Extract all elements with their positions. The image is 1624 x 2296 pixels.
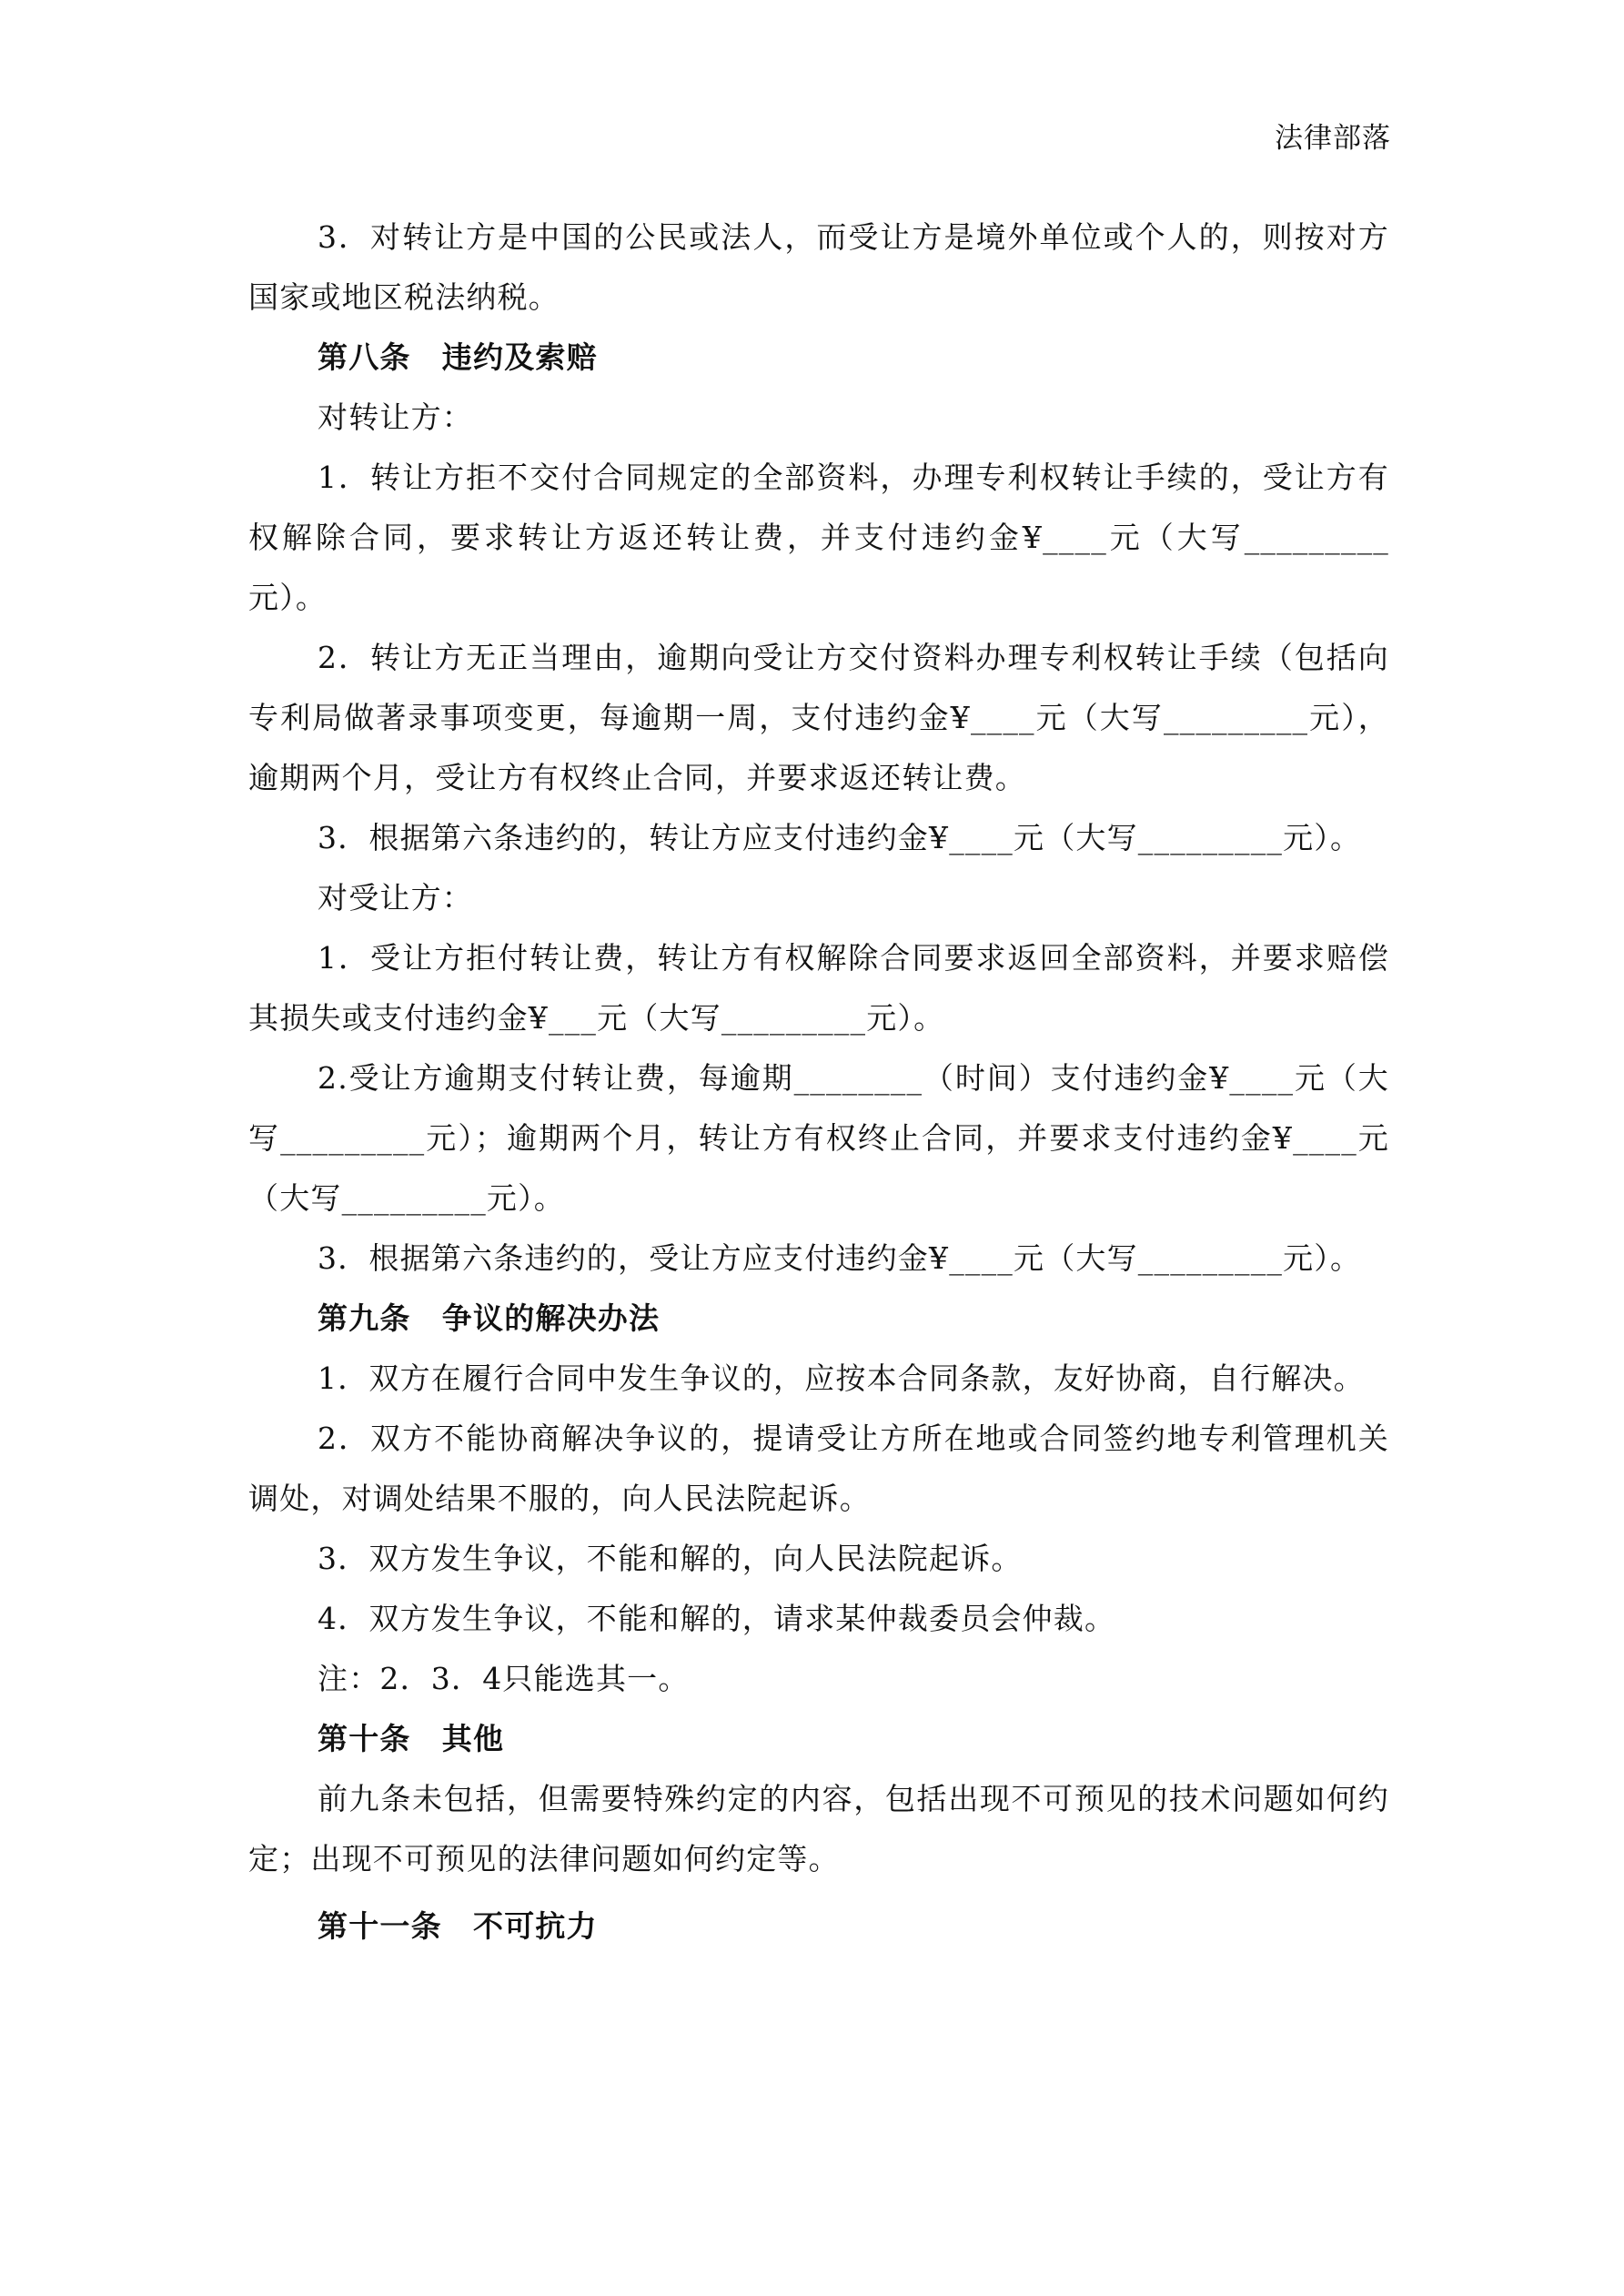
paragraph-for-transferee: 对受让方：: [318, 880, 473, 915]
paragraph-transferor-3: 3．根据第六条违约的，转让方应支付违约金¥____元（大写_________元）。: [318, 820, 1362, 855]
article-11-heading: 第十一条 不可抗力: [318, 1908, 598, 1944]
paragraph-transferor-1: 1．转让方拒不交付合同规定的全部资料，办理专利权转让手续的，受让方有权解除合同，要求转让方返还转让费，并支付违约金¥____元（大写_________元）。: [248, 460, 1389, 615]
paragraph-transferee-3: 3．根据第六条违约的，受让方应支付违约金¥____元（大写_________元）。: [318, 1240, 1362, 1276]
paragraph-transferor-2: 2．转让方无正当理由，逾期向受让方交付资料办理专利权转让手续（包括向专利局做著录事项变更，每逾期一周，支付违约金¥____元（大写_________元），逾期两个月，受让方有权终止合同，并要求返还转让费。: [248, 640, 1389, 795]
paragraph-dispute-2: 2．双方不能协商解决争议的，提请受让方所在地或合同签约地专利管理机关调处，对调处结果不服的，向人民法院起诉。: [248, 1421, 1389, 1516]
paragraph-dispute-1: 1．双方在履行合同中发生争议的，应按本合同条款，友好协商，自行解决。: [318, 1360, 1365, 1396]
paragraph-transferee-2: 2.受让方逾期支付转让费，每逾期________（时间）支付违约金¥____元（大写_________元）；逾期两个月，转让方有权终止合同，并要求支付违约金¥____元（大写_________元）。: [248, 1060, 1389, 1216]
paragraph-tax-clause-3: 3．对转让方是中国的公民或法人，而受让方是境外单位或个人的，则按对方国家或地区税法纳税。: [248, 219, 1389, 315]
paragraph-transferee-1: 1．受让方拒付转让费，转让方有权解除合同要求返回全部资料，并要求赔偿其损失或支付违约金¥___元（大写_________元）。: [248, 940, 1389, 1036]
paragraph-note: 注：2．3．4只能选其一。: [318, 1661, 690, 1696]
article-8-heading: 第八条 违约及索赔: [318, 339, 598, 375]
header-brand: 法律部落: [1275, 122, 1391, 155]
document-body: [248, 207, 1389, 1957]
paragraph-for-transferor: 对转让方：: [318, 400, 473, 435]
article-10-heading: 第十条 其他: [318, 1721, 505, 1756]
paragraph-dispute-3: 3．双方发生争议，不能和解的，向人民法院起诉。: [318, 1541, 1023, 1576]
article-9-heading: 第九条 争议的解决办法: [318, 1300, 661, 1336]
paragraph-dispute-4: 4．双方发生争议，不能和解的，请求某仲裁委员会仲裁。: [318, 1601, 1116, 1636]
paragraph-other: 前九条未包括，但需要特殊约定的内容，包括出现不可预见的技术问题如何约定；出现不可预见的法律问题如何约定等。: [248, 1781, 1389, 1876]
